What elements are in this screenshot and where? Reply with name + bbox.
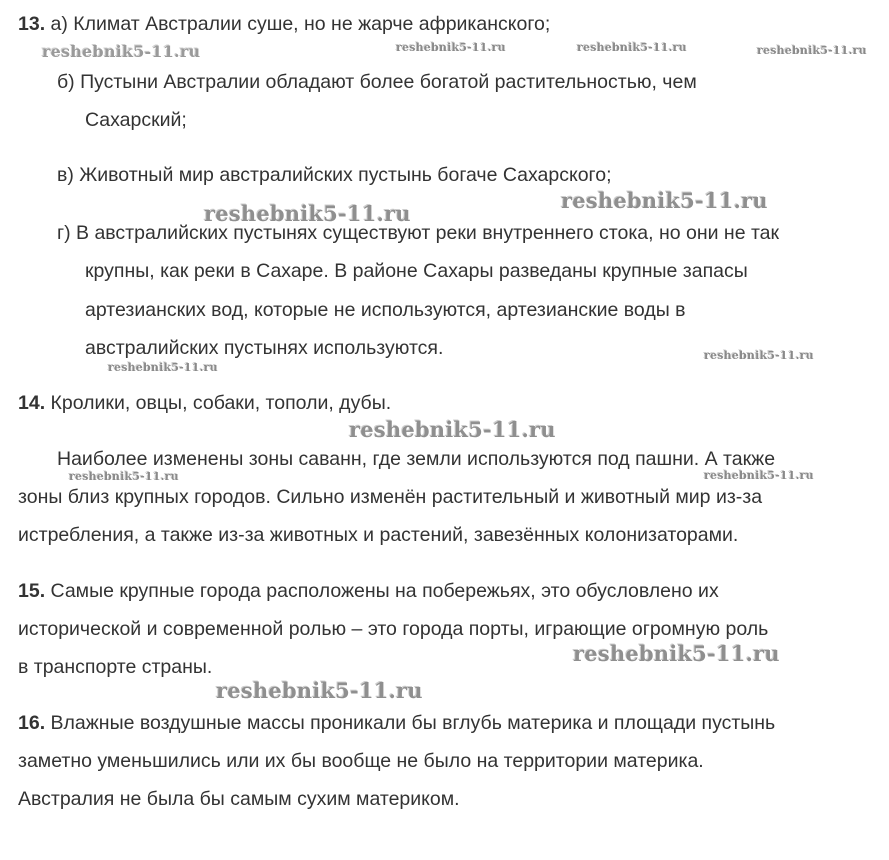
q16-number: 16. [18, 712, 46, 734]
watermark: reshebnik5-11.ru [573, 641, 780, 666]
watermark: reshebnik5-11.ru [396, 41, 506, 54]
q14-text-line1: Кролики, овцы, собаки, тополи, дубы. [50, 392, 392, 414]
q16-text-line1: Влажные воздушные массы проникали бы вглубь материка и площади пустынь [50, 712, 776, 734]
q14-text-line2: Наиболее изменены зоны саванн, где земли используются под пашни. А также [57, 448, 776, 470]
q14-text-line4: истребления, а также из-за животных и растений, завезённых колонизаторами. [18, 524, 739, 546]
q13-answer-g-line2: крупны, как реки в Сахаре. В районе Сахары разведаны крупные запасы [85, 260, 748, 282]
q15-number: 15. [18, 580, 46, 602]
watermark: reshebnik5-11.ru [69, 470, 179, 483]
watermark: reshebnik5-11.ru [577, 41, 687, 54]
q13-answer-b-line1: б) Пустыни Австралии обладают более богатой растительностью, чем [57, 71, 697, 93]
q16-line1 [18, 711, 775, 735]
watermark: reshebnik5-11.ru [704, 349, 814, 362]
q13-answer-v: в) Животный мир австралийских пустынь богаче Сахарского; [57, 164, 612, 186]
q13-answer-a: а) Климат Австралии суше, но не жарче африканского; [50, 13, 551, 35]
watermark: reshebnik5-11.ru [704, 469, 814, 482]
watermark: reshebnik5-11.ru [108, 361, 218, 374]
q13-answer-g-line4: австралийских пустынях используются. [85, 337, 444, 359]
q15-text-line1: Самые крупные города расположены на побережьях, это обусловлено их [50, 580, 719, 602]
q13-line-a [18, 12, 550, 36]
q13-number: 13. [18, 13, 46, 35]
watermark: reshebnik5-11.ru [42, 42, 201, 61]
watermark: reshebnik5-11.ru [216, 678, 423, 703]
q15-text-line2: исторической и современной ролью – это города порты, играющие огромную роль [18, 618, 769, 640]
q14-number: 14. [18, 392, 46, 414]
watermark: reshebnik5-11.ru [561, 188, 768, 213]
q13-answer-g-line3: артезианских вод, которые не используются, артезианские воды в [85, 299, 686, 321]
q16-text-line2: заметно уменьшились или их бы вообще не было на территории материка. [18, 750, 704, 772]
q14-text-line3: зоны близ крупных городов. Сильно изменён растительный и животный мир из-за [18, 486, 763, 508]
q16-text-line3: Австралия не была бы самым сухим материком. [18, 788, 460, 810]
q13-answer-g-line1: г) В австралийских пустынях существуют реки внутреннего стока, но они не так [57, 222, 780, 244]
q15-line1 [18, 579, 719, 603]
watermark: reshebnik5-11.ru [757, 44, 867, 57]
q13-answer-b-line2: Сахарский; [85, 109, 187, 131]
watermark: reshebnik5-11.ru [349, 417, 556, 442]
watermark: reshebnik5-11.ru [204, 201, 411, 226]
q14-line1 [18, 391, 391, 415]
q15-text-line3: в транспорте страны. [18, 656, 213, 678]
